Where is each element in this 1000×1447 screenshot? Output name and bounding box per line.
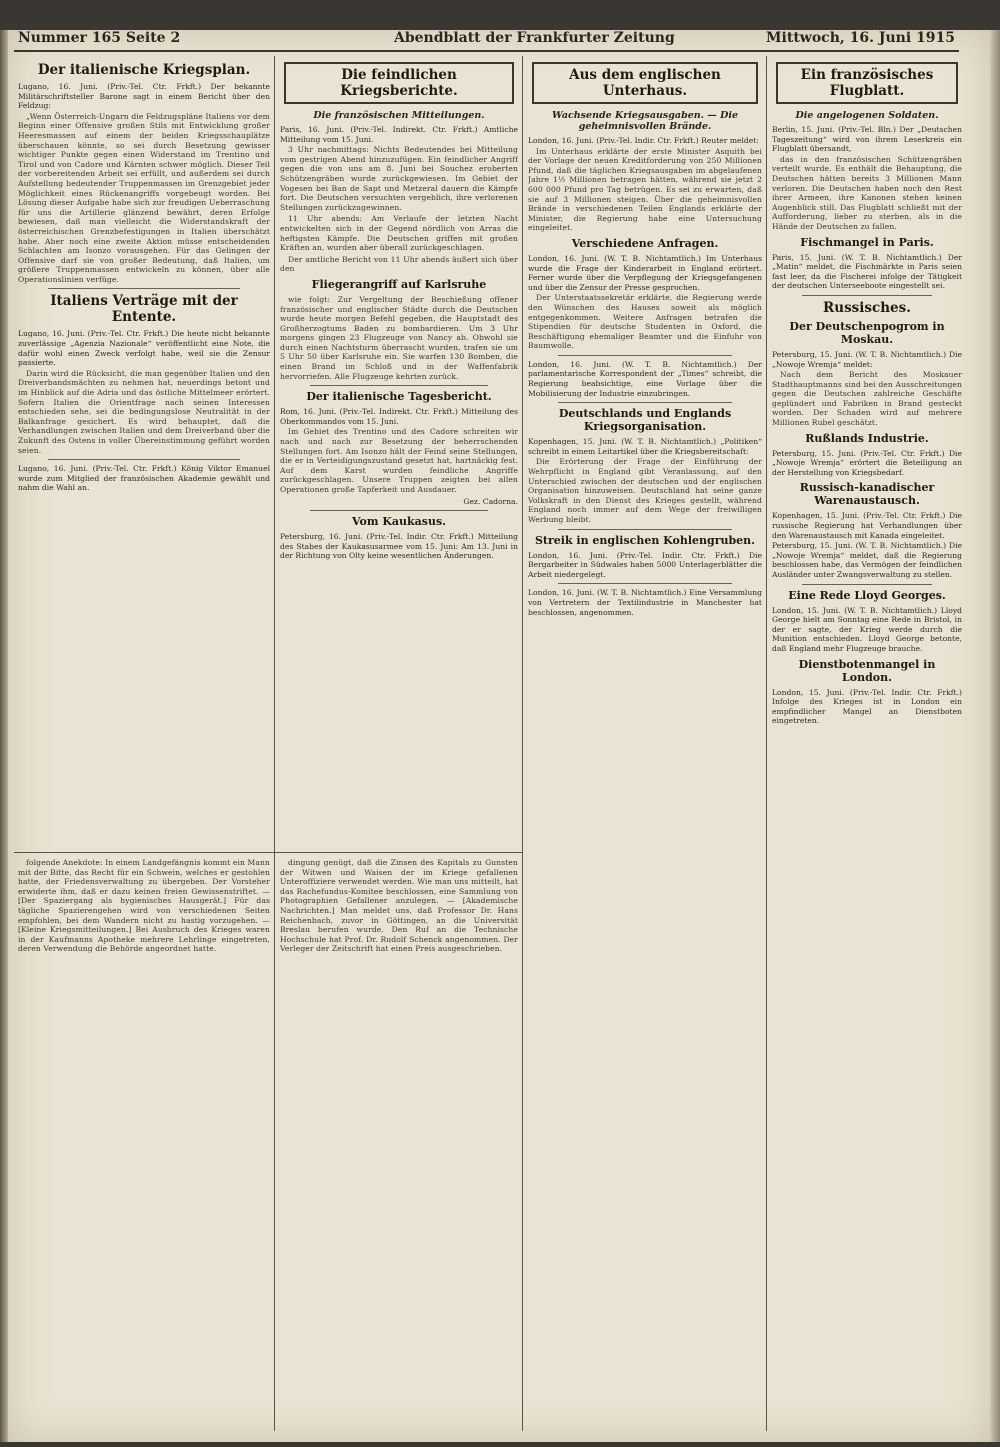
dateline: Lugano, 16. Juni. (Priv.-Tel. Ctr. Frkft.) König Viktor Emanuel wurde zum Mitglied der französischen Akademie gewählt und nahm die Wahl an. [18,464,270,493]
feuilleton-text: folgende Anekdote: In einem Landgefängnis kommt ein Mann mit der Bitte, das Recht für ein Schwein, welches er gestohlen hatte, der Friedensverwaltung zu übergeben. Der Vorsteher erwiderte ihm, daß er dazu keinen freien Gewissenstriftet. — [Der Spaziergang als hygienisches Hausgerät.] Für das tägliche Spazierengehen wird von verschiedenen Seiten empfohlen, bei dem Wandern nicht zu hastig vorzugehen. — [Kleine Kriegsmitteilungen.] Bei Ausbruch des Krieges waren in der Kaufmanns Apotheke mehrere Lehrlinge eingetreten, deren Verwendung die Behörde angeordnet hatte. [18,858,270,954]
column-rule [522,56,523,1431]
article-text: 11 Uhr abends: Am Verlaufe der letzten Nacht entwickelten sich in der Gegend nördlich von Arras die heftigsten Kämpfe. Die Deutschen griffen mit großen Kräften an, wurden aber überall zurückgeschlagen. [280,214,518,253]
feuilleton-rule [14,852,522,853]
headline-streik: Streik in englischen Kohlengruben. [534,533,756,547]
dateline: Petersburg, 15. Juni. (W. T. B. Nichtamtlich.) Die „Nowoje Wremja“ meldet: [772,349,962,369]
article-text: Nach dem Bericht des Moskauer Stadthauptmanns sind bei den Ausschreitungen gegen die Deutschen zahlreiche Geschäfte geplündert und Fabriken in Brand gesteckt worden. Der Schaden wird auf mehrere Millionen Rubel geschätzt. [772,370,962,428]
separator [48,288,240,289]
headline-lloyd-george: Eine Rede Lloyd Georges. [788,588,946,602]
headline-anfragen: Verschiedene Anfragen. [571,236,719,250]
article-text: Der Unterstaatssekretär erklärte, die Regierung werde den Wünschen des Hauses soweit als möglich entgegenkommen. Weitere Anfragen betrafen die Stipendien für deutsche Studenten in Oxford, die Beschäftigung ehemaliger Beamter und die Einfuhr von Baumwolle. [528,293,762,351]
dateline: Rom, 16. Juni. (Priv.-Tel. Indirekt. Ctr. Frkft.) Mitteilung des Oberkommandos vom 15. Juni. [280,407,518,426]
separator [558,529,732,530]
subheadline: Die angelogenen Soldaten. [795,110,939,121]
issue-number: Nummer 165 Seite 2 [18,30,181,46]
article-text: Darin wird die Rücksicht, die man gegenüber Italien und den Dreiverbandsmächten zu nehmen hat, neuerdings betont und im Hinblick auf die Adria und das östliche Mittelmeer erörtert. Sofern Italien die Orientfrage nach seinen Interessen entschieden sehe, sei die bedingungslose Neutralität in der Balkanfrage gesichert. Es wird behauptet, daß die Verhandlungen zwischen Italien und dem Dreiverband über die Zukunft des Ostens in voller Übereinstimmung geführt worden seien. [18,368,270,455]
headline-kriegsorganisation: Deutschlands und Englands Kriegsorganisation. [558,407,732,434]
headline-flugblatt: Ein französisches Flugblatt. [776,62,958,104]
dateline: London, 16. Juni. (Priv.-Tel. Indir. Ctr. Frkft.) Reuter meldet: [528,136,759,145]
headline-italienisch: Der italienische Tagesbericht. [306,390,492,404]
article-text: Der amtliche Bericht von 11 Uhr abends äußert sich über den [280,254,518,274]
separator [310,385,488,386]
dateline: Petersburg, 15. Juni. (W. T. B. Nichtamtlich.) Die „Nowoje Wremja“ meldet, daß die Regierung beschlossen habe, das Vermögen der feindlichen Ausländer unter Zwangsverwaltung zu stellen. [772,541,962,579]
dateline: Paris, 15. Juni. (W. T. B. Nichtamtlich.) Der „Matin“ meldet, die Fischmärkte in Paris seien fast leer, da die Fischerei infolge der Tätigkeit der deutschen Unterseeboote eingestellt sei. [772,252,962,291]
masthead [14,28,959,52]
headline-dienstboten: Dienstbotenmangel in London. [798,657,936,684]
headline-warenaustausch: Russisch-kanadischer Warenaustausch. [799,481,935,508]
article-text: „Wenn Österreich-Ungarn die Feldzugspläne Italiens vor dem Beginn einer Offensive großen Stils mit Entwicklung großer Heeresmassen auf einem der beiden Kriegsschauplätze überschauen könnte, so sei durch Besetzung gewisser wichtiger Punkte gegen einen Widerstand im Trentino und Tirol und von Cadore und Kärnten schwer möglich. Dieser Teil der vorbereitenden Arbeit sei erfüllt, und außerdem sei durch Aufstellung bedeutender Truppenmassen im Grenzgebiet jeder Möglichkeit eines Rückenangriffs vorgebeugt worden. Bei Lösung dieser Aufgabe habe sich zur freudigen Ueberraschung für uns die Artillerie glänzend bewährt, deren Erfolge bewiesen, daß man vielleicht die Widerstandskraft der österreichischen Grenzbefestigungen in Italien überschätzt habe. Aber noch eine zweite Aktion müsse entscheidenden Schlachten am Isonzo vorausgehen. Für das Gelingen der Offensive darf sie von großer Bedeutung, daß Italien, um größere Truppenmassen entwickeln zu können, über alle Operationslinien verfüge. [18,111,270,284]
dateline: Lugano, 16. Juni. (Priv.-Tel. Ctr. Frkft.) Der bekannte Militärschriftsteller Barone sagt in einem Bericht über den Feldzug: [18,82,270,111]
headline-russisches: Russisches. [823,299,911,316]
separator [802,295,932,296]
binding-edge [0,30,8,1442]
dateline: London, 16. Juni. (Priv.-Tel. Indir. Ctr. Frkft.) Die Bergarbeiter in Südwales haben 5000 Unterlagerblätter die Arbeit niedergelegt. [528,550,762,579]
dateline: London, 15. Juni. (W. T. B. Nichtamtlich.) Lloyd George hielt am Sonntag eine Rede in Bristol, in der er sagte, der Krieg werde durch die Munition entschieden. Lloyd George betonte, daß England mehr Flugzeuge brauche. [772,605,962,653]
dateline: Paris, 16. Juni. (Priv.-Tel. Indirekt. Ctr. Frkft.) Amtliche Mitteilung vom 15. Juni. [280,125,518,144]
headline-kriegsberichte: Die feindlichen Kriegsberichte. [284,62,514,104]
subheadline: Wachsende Kriegsausgaben. — Die geheimnisvollen Brände. [551,110,738,132]
dateline: Petersburg, 15. Juni. (Priv.-Tel. Ctr. Frkft.) Die „Nowoje Wremja“ erörtert die Beteiligung an der Herstellung von Kriegsbedarf. [772,448,962,477]
column-rule [766,56,767,1431]
article-text: das in den französischen Schützengräben verteilt wurde. Es enthält die Behauptung, die Deutschen hätten bereits 3 Millionen Mann verloren. Die Deutschen haben noch den Rest ihrer Armeen, ihre Kanonen stehen keinen Augenblick still. Das Flugblatt schließt mit der Aufforderung, lieber zu sterben, als in die Hände der Deutschen zu fallen. [772,154,962,231]
dateline: Lugano, 16. Juni. (Priv.-Tel. Ctr. Frkft.) Die heute nicht bekannte zuverlässige „Agenzia Nazionale“ veröffentlicht eine Note, die dafür wohl einen Zweck verfolgt habe, weil sie die Zensur passierte. [18,329,270,368]
headline-kriegsplan: Der italienische Kriegsplan. [37,62,251,78]
dateline: London, 15. Juni. (Priv.-Tel. Indir. Ctr. Frkft.) Infolge des Krieges ist in London ein empfindlicher Mangel an Dienstboten eingetreten. [772,687,962,726]
column-rule [274,56,275,1431]
headline-fischmangel: Fischmangel in Paris. [800,235,934,249]
column-1 [18,58,270,848]
column-3 [528,58,762,1428]
page-edge [990,30,1000,1442]
signature: Gez. Cadorna. [463,496,518,506]
feuilleton-column-2 [280,858,518,1428]
dateline: Berlin, 15. Juni. (Priv.-Tel. Bln.) Der „Deutschen Tageszeitung“ wird von ihrem Leserkreis ein Flugblatt übersandt, [772,125,962,154]
issue-date: Mittwoch, 16. Juni 1915 [766,30,955,46]
dateline: London, 16. Juni. (W. T. B. Nichtamtlich.) Der parlamentarische Korrespondent der „Times“ schreibt, die Regierung beabsichtige, eine Vorlage über die Mobilisierung der Industrie einzubringen. [528,359,762,398]
separator [310,510,488,511]
article-text: wie folgt: Zur Vergeltung der Beschießung offener französischer und englischer Städte durch die Deutschen wurde heute morgen Befehl gegeben, die Hauptstadt des Großherzogtums Baden zu bombardieren. Um 3 Uhr morgens gingen 23 Flugzeuge von Nancy ab. Obwohl sie durch einen Nachtsturm überrascht wurden, trafen sie um 5 Uhr 50 über Karlsruhe ein. Sie warfen 130 Bomben, die einen Brand im Schloß und in der Waffenfabrik hervorriefen. Alle Flugzeuge kehrten zurück. [280,294,518,381]
headline-karlsruhe: Fliegerangriff auf Karlsruhe [311,277,487,291]
separator [558,402,732,403]
headline-kaukasus: Vom Kaukasus. [352,515,446,529]
headline-unterhaus: Aus dem englischen Unterhaus. [532,62,758,104]
feuilleton-column-1 [18,858,270,1428]
dateline: Kopenhagen, 15. Juni. (W. T. B. Nichtamtlich.) „Politiken“ schreibt in einem Leitartikel über die Kriegsbereitschaft: [528,437,762,456]
headline-industrie: Rußlands Industrie. [805,431,929,445]
column-4 [772,58,962,1428]
separator [558,355,732,356]
dateline: London, 16. Juni. (W. T. B. Nichtamtlich.) Im Unterhaus wurde die Frage der Kinderarbeit in England erörtert. Ferner wurde über die Verpflegung der Kriegsgefangenen und über die Zensur der Presse gesprochen. [528,253,762,292]
separator [802,584,932,585]
separator [558,583,732,584]
dateline: Kopenhagen, 15. Juni. (Priv.-Tel. Ctr. Frkft.) Die russische Regierung hat Verhandlungen über den Warenaustausch mit Kanada eingeleitet. [772,511,962,540]
dateline: London, 16. Juni. (W. T. B. Nichtamtlich.) Eine Versammlung von Vertretern der Textilindustrie in Manchester hat beschlossen, angenommen. [528,588,762,617]
separator [48,459,240,460]
article-text: Im Gebiet des Trentino und des Cadore schreiten wir nach und nach zur Besetzung der beherrschenden Stellungen fort. Am Isonzo hält der Feind seine Stellungen, die er in Verteidigungszustand gesetzt hat, hartnäckig fest. Auf dem Karst wurden feindliche Angriffe zurückgeschlagen. Unsere Truppen zeigten bei allen Operationen große Tapferkeit und Ausdauer. [280,427,518,494]
article-text: Im Unterhaus erklärte der erste Minister Asquith bei der Vorlage der neuen Kreditforderung von 250 Millionen Pfund, daß die täglichen Kriegsausgaben im abgelaufenen Jahre 1½ Millionen betragen hätten, während sie jetzt 2 600 000 Pfund pro Tag betrügen. Es sei zu erwarten, daß sie auf 3 Millionen steigen. Über die geheimnisvollen Brände in verschiedenen Teilen Englands erklärte der Minister, die Regierung habe eine Untersuchung eingeleitet. [528,146,762,233]
dateline: Petersburg, 16. Juni. (Priv.-Tel. Indir. Ctr. Frkft.) Mitteilung des Stabes der Kaukasusarmee vom 15. Juni: Am 13. Juni in der Richtung von Olty keine wesentlichen Änderungen. [280,532,518,561]
newspaper-title: Abendblatt der Frankfurter Zeitung [394,30,675,46]
headline-vertraege: Italiens Verträge mit der Entente. [50,293,238,326]
subheadline: Die französischen Mitteilungen. [313,110,485,121]
column-2 [280,58,518,848]
article-text: 3 Uhr nachmittags: Nichts Bedeutendes bei Mitteilung vom gestrigen Abend hinzuzufügen. Ein feindlicher Angriff gegen die von uns am 8. Juni bei Souchez eroberten Schützengräben wurde zurückgewiesen. Im Gebiet der Vogesen bei Ban de Sapt und Metzeral dauern die Kämpfe fort. Die Deutschen versuchten vergeblich, ihre verlorenen Stellungen zurückzugewinnen. [280,145,518,212]
feuilleton-text: dingung genügt, daß die Zinsen des Kapitals zu Gunsten der Witwen und Waisen der im Kriege gefallenen Unteroffiziere verwendet werden. Wie man uns mitteilt, hat das Rachefundus-Komitee beschlossen, eine Sammlung von Photographien Gefallener anzulegen. — [Akademische Nachrichten.] Man meldet uns, daß Professor Dr. Hans Reichenbach, zuvor in Göttingen, an die Universität Breslau berufen wurde. Den Ruf an die Technische Hochschule hat Prof. Dr. Rudolf Schenck angenommen. Der Verleger der Zeitschrift hat einen Preis ausgeschrieben. [280,858,518,954]
article-text: Die Erörterung der Frage der Einführung der Wehrpflicht in England gibt Veranlassung, auf den Unterschied zwischen der deutschen und der englischen Organisation hinzuweisen. Deutschland hat seine ganze Volkskraft in den Dienst des Krieges gestellt, während England noch immer auf dem Wege der freiwilligen Werbung bleibt. [528,457,762,524]
headline-pogrom: Der Deutschenpogrom in Moskau. [789,319,945,346]
